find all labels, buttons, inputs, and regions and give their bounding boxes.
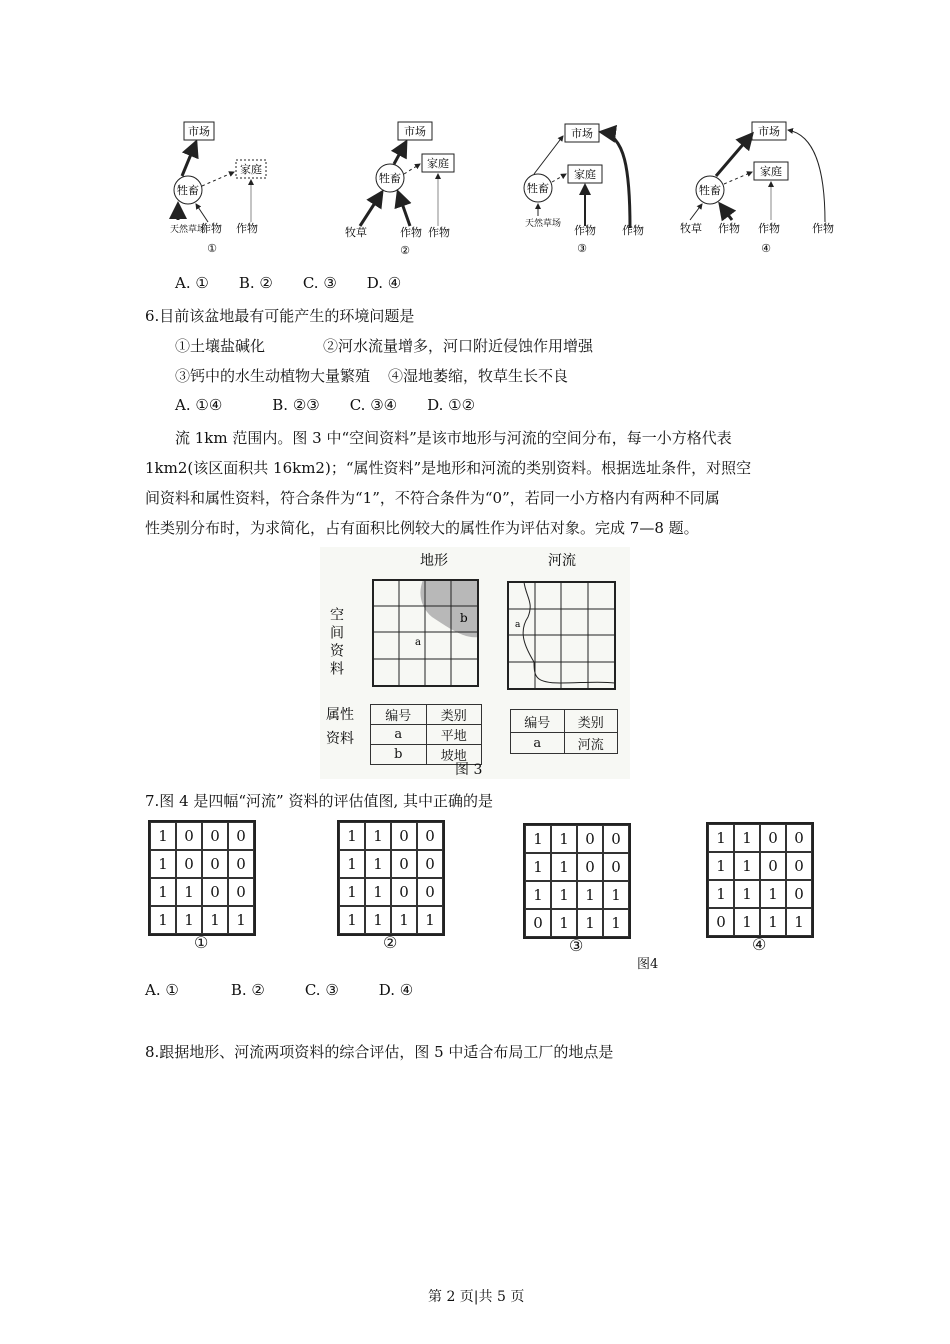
grid-cell: 1 <box>228 906 254 934</box>
grid-cell: 0 <box>603 853 629 881</box>
grid-cell: 1 <box>551 853 577 881</box>
svg-text:天然草场: 天然草场 <box>525 219 562 229</box>
option-d[interactable]: D. ④ <box>366 274 402 292</box>
option-b[interactable]: B. ② <box>230 981 265 999</box>
grid-label: ② <box>383 933 398 952</box>
grid-cell: 1 <box>365 850 391 878</box>
svg-text:牧草: 牧草 <box>680 222 702 235</box>
grid-cell: 1 <box>525 853 551 881</box>
terrain-attribute-table: 编号 类别 a 平地 b 坡地 <box>370 704 482 765</box>
q6-item: ①土壤盐碱化 ②河水流量增多，河口附近侵蚀作用增强 <box>175 337 594 355</box>
grid-cell: 0 <box>202 850 228 878</box>
grid-cell: 1 <box>760 880 786 908</box>
svg-text:①: ① <box>207 242 217 255</box>
grid-cell: 1 <box>176 878 202 906</box>
option-a[interactable]: A. ①④ <box>175 396 223 414</box>
grid-cell: 0 <box>176 850 202 878</box>
svg-text:家庭: 家庭 <box>427 157 449 170</box>
svg-text:空间资料: 空间资料 <box>328 607 344 679</box>
grid-cell: 0 <box>202 822 228 850</box>
evaluation-grid-4 <box>706 822 814 938</box>
grid-cell: 1 <box>339 822 365 850</box>
grid-cell: 1 <box>150 850 176 878</box>
svg-text:作物: 作物 <box>236 222 258 235</box>
passage-line: 流 1km 范围内。图 3 中“空间资料”是该市地形与河流的空间分布，每一小方格代表 <box>175 429 732 447</box>
grid-cell: 0 <box>577 825 603 853</box>
grid-cell: 1 <box>577 881 603 909</box>
svg-text:作物: 作物 <box>812 222 834 235</box>
svg-text:作物: 作物 <box>428 226 450 239</box>
svg-text:③: ③ <box>577 242 587 255</box>
page-footer: 第 2 页|共 5 页 <box>428 1289 525 1305</box>
grid-cell: 0 <box>708 908 734 936</box>
figure-4 <box>140 0 820 975</box>
grid-cell: 0 <box>228 878 254 906</box>
grid-cell: 1 <box>339 850 365 878</box>
svg-text:作物: 作物 <box>574 224 596 237</box>
grid-cell: 1 <box>365 878 391 906</box>
svg-text:a: a <box>515 620 521 630</box>
grid-cell: 1 <box>577 909 603 937</box>
grid-cell: 1 <box>391 906 417 934</box>
option-a[interactable]: A. ① <box>175 274 209 292</box>
svg-text:作物: 作物 <box>718 222 740 235</box>
svg-text:天然草场: 天然草场 <box>170 225 207 235</box>
evaluation-grid-2 <box>337 820 445 936</box>
grid-label: ③ <box>569 936 584 955</box>
grid-cell: 0 <box>202 878 228 906</box>
grid-cell: 0 <box>417 878 443 906</box>
grid-cell: 0 <box>760 852 786 880</box>
grid-cell: 0 <box>786 824 812 852</box>
grid-cell: 1 <box>365 906 391 934</box>
svg-text:牲畜: 牲畜 <box>527 182 549 195</box>
grid-cell: 1 <box>734 908 760 936</box>
svg-text:家庭: 家庭 <box>760 165 782 178</box>
figure-4-caption: 图4 <box>637 957 659 972</box>
evaluation-grid-1 <box>148 820 256 936</box>
river-attribute-table: 编号 类别 a 河流 <box>510 709 618 754</box>
passage-line: 性类别分布时，为求简化，占有面积比例较大的属性作为评估对象。完成 7—8 题。 <box>145 519 699 537</box>
grid-cell: 1 <box>150 878 176 906</box>
svg-text:②: ② <box>400 244 410 257</box>
option-d[interactable]: D. ④ <box>378 981 414 999</box>
svg-text:河流: 河流 <box>548 553 576 569</box>
grid-cell: 0 <box>417 850 443 878</box>
grid-label: ④ <box>752 935 767 954</box>
grid-cell: 1 <box>603 909 629 937</box>
grid-cell: 0 <box>391 822 417 850</box>
svg-text:资料: 资料 <box>326 731 354 747</box>
svg-text:市场: 市场 <box>188 125 210 138</box>
option-c[interactable]: C. ③ <box>304 981 339 999</box>
grid-cell: 1 <box>708 852 734 880</box>
passage-line: 1km2(该区面积共 16km2)；“属性资料”是地形和河流的类别资料。根据选址条件，对照空 <box>145 459 752 477</box>
grid-cell: 0 <box>391 878 417 906</box>
grid-cell: 1 <box>734 880 760 908</box>
grid-cell: 1 <box>525 825 551 853</box>
option-b[interactable]: B. ②③ <box>272 396 320 414</box>
grid-cell: 1 <box>734 852 760 880</box>
figure-3-caption: 图 3 <box>455 762 483 778</box>
svg-text:家庭: 家庭 <box>574 168 596 181</box>
svg-text:牲畜: 牲畜 <box>699 184 721 197</box>
svg-text:牧草: 牧草 <box>345 226 367 239</box>
svg-text:地形: 地形 <box>420 553 448 569</box>
grid-cell: 1 <box>603 881 629 909</box>
svg-text:b: b <box>460 611 468 625</box>
option-b[interactable]: B. ② <box>238 274 273 292</box>
option-d[interactable]: D. ①② <box>427 396 476 414</box>
grid-cell: 0 <box>786 880 812 908</box>
grid-cell: 0 <box>577 853 603 881</box>
option-c[interactable]: C. ③ <box>302 274 337 292</box>
svg-text:作物: 作物 <box>200 222 222 235</box>
grid-cell: 0 <box>760 824 786 852</box>
svg-text:牲畜: 牲畜 <box>379 172 401 185</box>
svg-text:④: ④ <box>761 242 771 255</box>
grid-cell: 1 <box>150 906 176 934</box>
q6-item: ③钙中的水生动植物大量繁殖 ④湿地萎缩，牧草生长不良 <box>175 367 569 385</box>
passage-line: 间资料和属性资料，符合条件为“1”，不符合条件为“0”，若同一小方格内有两种不同属 <box>145 489 720 507</box>
grid-cell: 1 <box>339 906 365 934</box>
grid-cell: 1 <box>150 822 176 850</box>
svg-text:作物: 作物 <box>758 222 780 235</box>
grid-cell: 0 <box>525 909 551 937</box>
svg-text:属性: 属性 <box>326 707 354 723</box>
svg-text:市场: 市场 <box>758 125 780 138</box>
grid-cell: 0 <box>228 822 254 850</box>
grid-cell: 0 <box>786 852 812 880</box>
grid-cell: 1 <box>786 908 812 936</box>
grid-cell: 1 <box>551 825 577 853</box>
option-c[interactable]: C. ③④ <box>349 396 398 414</box>
grid-cell: 0 <box>417 822 443 850</box>
svg-text:牲畜: 牲畜 <box>177 184 199 197</box>
grid-cell: 0 <box>603 825 629 853</box>
grid-cell: 1 <box>551 881 577 909</box>
grid-label: ① <box>194 933 209 952</box>
q6-stem: 6.目前该盆地最有可能产生的环境问题是 <box>145 307 415 325</box>
grid-cell: 0 <box>176 822 202 850</box>
svg-text:市场: 市场 <box>571 127 593 140</box>
option-a[interactable]: A. ① <box>145 981 179 999</box>
grid-cell: 1 <box>760 908 786 936</box>
grid-cell: 1 <box>708 880 734 908</box>
grid-cell: 1 <box>525 881 551 909</box>
svg-text:作物: 作物 <box>400 226 422 239</box>
svg-text:a: a <box>415 637 421 648</box>
grid-cell: 1 <box>551 909 577 937</box>
q7-stem: 7.图 4 是四幅“河流” 资料的评估值图, 其中正确的是 <box>145 792 494 810</box>
grid-cell: 1 <box>176 906 202 934</box>
grid-cell: 1 <box>417 906 443 934</box>
grid-cell: 1 <box>339 878 365 906</box>
svg-text:市场: 市场 <box>404 125 426 138</box>
q7-options <box>145 981 443 999</box>
svg-text:作物: 作物 <box>622 224 644 237</box>
grid-cell: 1 <box>365 822 391 850</box>
grid-cell: 0 <box>228 850 254 878</box>
grid-cell: 1 <box>734 824 760 852</box>
grid-cell: 1 <box>708 824 734 852</box>
grid-cell: 1 <box>202 906 228 934</box>
svg-text:家庭: 家庭 <box>240 163 262 176</box>
grid-cell: 0 <box>391 850 417 878</box>
evaluation-grid-3 <box>523 823 631 939</box>
q8-stem: 8.跟据地形、河流两项资料的综合评估，图 5 中适合布局工厂的地点是 <box>145 1043 614 1061</box>
